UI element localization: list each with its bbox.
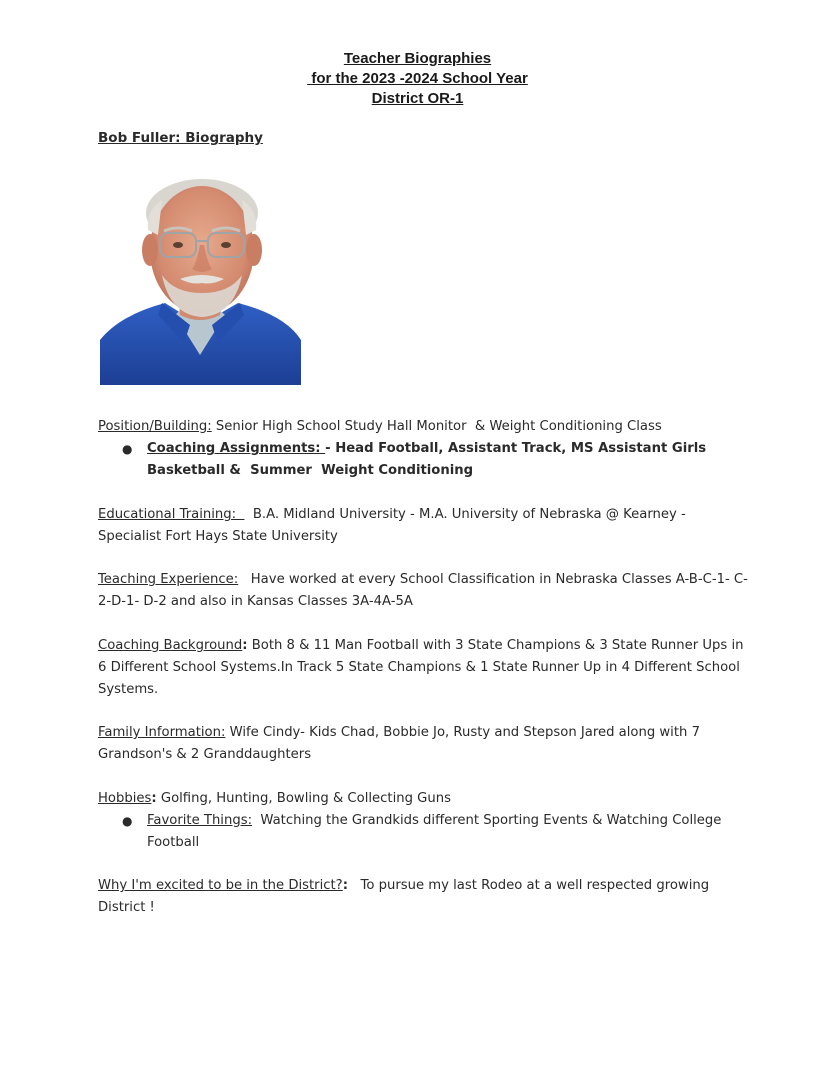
bullet-icon: ●: [122, 814, 133, 828]
coaching-assignments-label: Coaching Assignments:: [147, 441, 326, 456]
header-title: Teacher Biographies: [343, 50, 492, 67]
header-school-year: for the 2023 -2024 School Year: [307, 70, 528, 87]
coaching-background: [98, 635, 748, 701]
family-text: Wife Cindy- Kids Chad, Bobbie Jo, Rusty and Stepson Jared along with 7 Grandson's & 2 Granddaughters: [98, 725, 705, 762]
portrait-photo: [100, 175, 301, 385]
position-label: Position/Building:: [98, 419, 212, 434]
coaching-assignments-item: [98, 438, 748, 482]
excited-text: To pursue my last Rodeo at a well respected growing District !: [98, 878, 714, 915]
teaching-experience: [98, 569, 748, 613]
favorite-label: Favorite Things:: [147, 813, 253, 828]
coaching-background-text: Both 8 & 11 Man Football with 3 State Champions & 3 State Runner Ups in 6 Different School Systems.In Track 5 State Champions & 1 State Runner Up in 4 Different School Systems.: [98, 638, 748, 697]
education-label: Educational Training:: [98, 507, 245, 522]
bio-title: Bob Fuller: Biography: [98, 130, 263, 146]
hobbies-label: Hobbies: [98, 791, 152, 806]
family-information: [98, 722, 748, 766]
education-text: B.A. Midland University - M.A. University of Nebraska @ Kearney - Specialist Fort Hays State University: [98, 507, 690, 544]
hobbies: [98, 788, 748, 810]
educational-training: [98, 504, 748, 548]
header-district: District OR-1: [371, 90, 464, 107]
family-label: Family Information:: [98, 725, 226, 740]
position-building: [98, 416, 748, 438]
hobbies-colon: :: [151, 791, 157, 806]
why-excited: [98, 875, 748, 919]
portrait-photo-icon: [100, 175, 301, 385]
document-header: [0, 49, 835, 109]
excited-label: Why I'm excited to be in the District?: [98, 878, 343, 893]
hobbies-text: Golfing, Hunting, Bowling & Collecting Guns: [156, 791, 451, 806]
coaching-background-label: Coaching Background: [98, 638, 243, 653]
teaching-label: Teaching Experience:: [98, 572, 239, 587]
bullet-icon: ●: [122, 442, 133, 456]
coaching-assignments-text: - Head Football, Assistant Track, MS Assistant Girls Basketball & Summer Weight Conditioning: [147, 441, 711, 478]
coaching-background-colon: :: [242, 638, 248, 653]
position-text: Senior High School Study Hall Monitor & Weight Conditioning Class: [211, 419, 662, 434]
excited-colon: :: [342, 878, 348, 893]
teaching-text: Have worked at every School Classification in Nebraska Classes A-B-C-1- C-2-D-1- D-2 and also in Kansas Classes 3A-4A-5A: [98, 572, 748, 609]
favorite-text: Watching the Grandkids different Sporting Events & Watching College Football: [147, 813, 726, 850]
favorite-things-item: [98, 810, 748, 854]
